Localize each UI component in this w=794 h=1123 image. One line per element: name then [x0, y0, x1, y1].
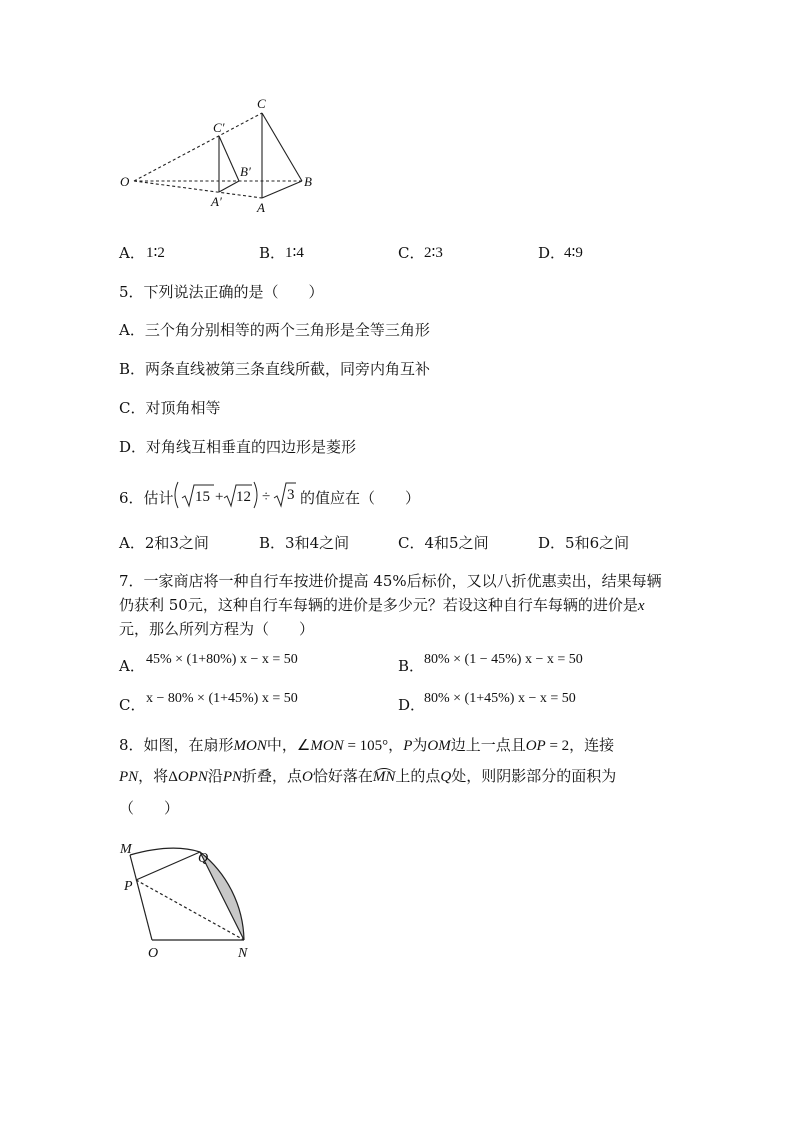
q8-line-1 — [119, 735, 614, 756]
q4-option-c-label: C． — [398, 244, 425, 262]
q8-arc-mn: MN — [372, 769, 396, 785]
label-Q: Q — [198, 851, 209, 866]
label-A-prime: A′ — [211, 194, 222, 209]
q4-option-b-label: B． — [259, 244, 286, 262]
q6-option-c: C．4和5之间 — [398, 534, 489, 552]
q8-angle-value: = 105° — [343, 738, 389, 754]
q8-triangle-name: OPN — [177, 769, 208, 785]
q7-line-2-text: 仍获利 50元，这种自行车每辆的进价是多少元？若设这种自行车每辆的进价是 — [119, 596, 638, 614]
q8-angle-symbol: ∠ — [296, 738, 311, 754]
q8-text: 为 — [412, 736, 428, 754]
label-B: B — [304, 174, 312, 189]
q8-point-q: Q — [440, 769, 452, 785]
q8-text: 恰好落在 — [312, 767, 373, 785]
q5-option-a: A．三个角分别相等的两个三角形是全等三角形 — [119, 321, 430, 339]
q8-sector-name: MON — [233, 738, 267, 754]
q6-option-d: D．5和6之间 — [538, 534, 630, 552]
q7-variable-x: x — [637, 598, 645, 614]
q7-option-a-label: A． — [119, 657, 145, 675]
label-O: O — [148, 946, 159, 961]
sector-fold-figure — [112, 835, 272, 965]
q8-text: 上的点 — [395, 767, 441, 785]
q7-option-b-label: B． — [398, 657, 425, 675]
q7-option-c-equation: x − 80% × (1+45%) x = 50 — [146, 691, 298, 706]
label-A: A — [257, 200, 265, 215]
q7-option-b-equation: 80% × (1 − 45%) x − x = 50 — [424, 652, 583, 667]
q8-segment-om: OM — [427, 738, 451, 754]
q8-text: 中， — [266, 736, 297, 754]
q4-option-c-value: 2∶3 — [424, 245, 443, 261]
label-C-prime: C′ — [213, 120, 225, 135]
q4-option-d-label: D． — [538, 244, 566, 262]
similar-triangles-figure — [112, 95, 322, 220]
q8-segment-op: OP — [525, 738, 546, 754]
q5-stem: 5．下列说法正确的是（ ） — [119, 283, 324, 301]
q6-expression — [172, 478, 298, 512]
q6-option-b: B．3和4之间 — [259, 534, 350, 552]
q7-option-a-equation: 45% × (1+80%) x − x = 50 — [146, 652, 298, 667]
q6-stem-prefix: 6．估计 — [119, 489, 174, 507]
label-M: M — [120, 842, 132, 857]
label-B-prime: B′ — [240, 164, 251, 179]
q4-option-a-value: 1∶2 — [146, 245, 165, 261]
q7-line-2 — [119, 595, 645, 616]
q4-option-d-value: 4∶9 — [564, 245, 583, 261]
q7-option-d-label: D． — [398, 696, 426, 714]
q7-option-d-equation: 80% × (1+45%) x − x = 50 — [424, 691, 576, 706]
q8-triangle-symbol: Δ — [168, 769, 178, 785]
q4-option-b-value: 1∶4 — [285, 245, 304, 261]
label-N: N — [238, 946, 248, 961]
label-C: C — [257, 96, 266, 111]
q5-option-d: D．对角线互相垂直的四边形是菱形 — [119, 438, 357, 456]
q8-text: = 2，连接 — [545, 738, 615, 754]
q8-line-2 — [119, 766, 616, 787]
q5-option-c: C．对顶角相等 — [119, 399, 221, 417]
q8-point-o: O — [302, 769, 313, 785]
q8-text: 沿 — [207, 767, 223, 785]
q6-radicand-3: 3 — [287, 487, 295, 503]
q5-option-b: B．两条直线被第三条直线所截，同旁内角互补 — [119, 360, 431, 378]
q8-answer-blank: （ ） — [119, 799, 180, 817]
q8-text: 8．如图，在扇形 — [119, 736, 234, 754]
q6-radicand-15: 15 — [195, 489, 210, 505]
label-O: O — [120, 174, 130, 189]
q4-option-a-label: A． — [119, 244, 145, 262]
q8-text: 折叠，点 — [242, 767, 303, 785]
q8-segment-pn: PN — [222, 769, 243, 785]
q8-text: ，将 — [138, 767, 169, 785]
q8-text: ， — [388, 736, 404, 754]
q6-divide: ÷ — [262, 489, 271, 505]
q6-stem-suffix: 的值应在（ ） — [300, 489, 421, 507]
q8-text: 边上一点且 — [450, 736, 526, 754]
q7-line-1: 7．一家商店将一种自行车按进价提高 45%后标价，又以八折优惠卖出，结果每辆 — [119, 572, 662, 590]
q8-segment-pn: PN — [119, 769, 139, 785]
q7-line-3: 元，那么所列方程为（ ） — [119, 620, 315, 638]
q8-angle-name: MON — [310, 738, 344, 754]
q6-plus: + — [215, 489, 224, 505]
q8-point-p: P — [403, 738, 413, 754]
q6-radicand-12: 12 — [236, 489, 251, 505]
q8-text: 处，则阴影部分的面积为 — [451, 767, 617, 785]
q6-option-a: A．2和3之间 — [119, 534, 209, 552]
label-P: P — [124, 879, 133, 894]
q7-option-c-label: C． — [119, 696, 146, 714]
